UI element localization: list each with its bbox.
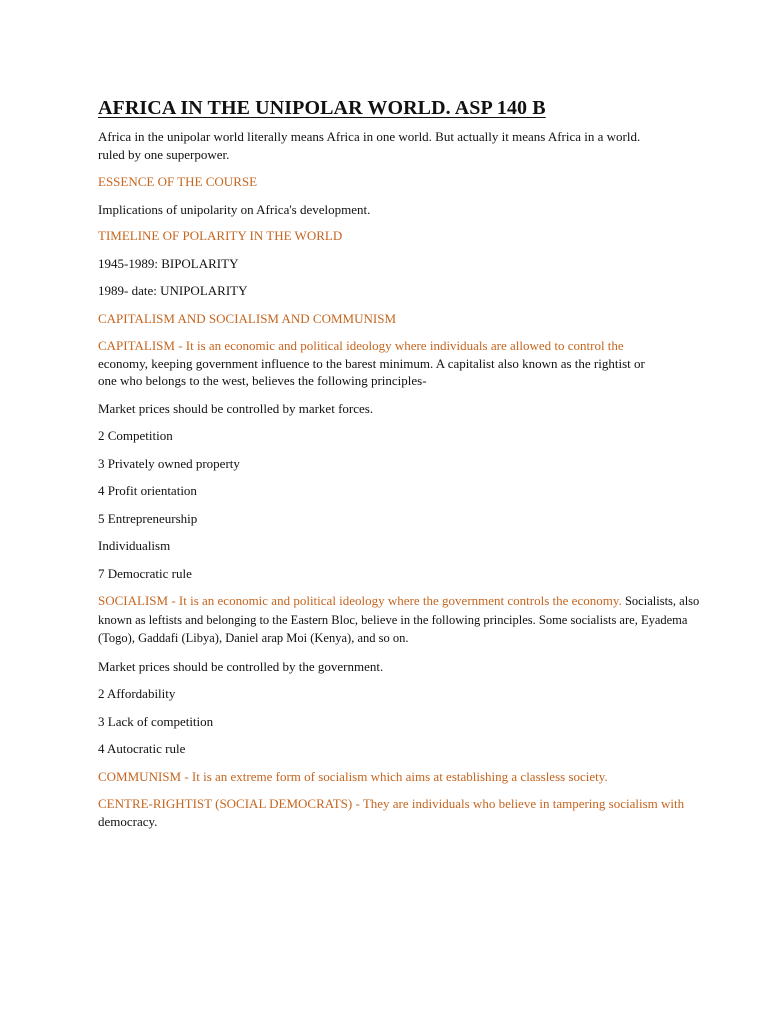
cap-principle-6: Individualism bbox=[98, 538, 171, 553]
capitalism-paragraph bbox=[98, 337, 664, 390]
capitalism-rest: economy, keeping government influence to the barest minimum. A capitalist also known as the rightist or one who belongs to the west, believes the following principles- bbox=[98, 355, 645, 388]
cap-principle-3: 3 Privately owned property bbox=[98, 455, 240, 471]
cap-principle-2: 2 Competition bbox=[98, 428, 173, 443]
soc-principle-4: 4 Autocratic rule bbox=[98, 741, 186, 756]
socialism-rest: Socialists, also known as leftists and belonging to the Eastern Bloc, believe in the following principles. Some socialists are, Eyadema (Togo), Gaddafi (Libya), Daniel arap Moi (Kenya), and so on. bbox=[98, 594, 700, 645]
communism-paragraph: COMMUNISM - It is an extreme form of socialism which aims at establishing a classless society. bbox=[98, 768, 608, 784]
cs-heading: CAPITALISM AND SOCIALISM AND COMMUNISM bbox=[98, 310, 396, 326]
centre-rightist-paragraph bbox=[98, 795, 710, 830]
socialism-paragraph bbox=[98, 592, 710, 648]
cap-principle-4: 4 Profit orientation bbox=[98, 483, 197, 498]
socialism-lead: SOCIALISM - It is an economic and political ideology where the government controls the economy. bbox=[98, 593, 622, 608]
soc-principle-3: 3 Lack of competition bbox=[98, 713, 214, 729]
centre-rightist-rest: democracy. bbox=[98, 813, 158, 829]
soc-principle-2: 2 Affordability bbox=[98, 686, 176, 701]
document-title: AFRICA IN THE UNIPOLAR WORLD. ASP 140 B bbox=[98, 97, 546, 119]
essence-heading: ESSENCE OF THE COURSE bbox=[98, 174, 258, 189]
cap-principle-1: Market prices should be controlled by market forces. bbox=[98, 400, 374, 416]
essence-text: Implications of unipolarity on Africa's development. bbox=[98, 201, 371, 217]
intro-paragraph: Africa in the unipolar world literally means Africa in one world. But actually it means Africa in a world. ruled by one superpower. bbox=[98, 129, 641, 162]
centre-rightist-lead: CENTRE-RIGHTIST (SOCIAL DEMOCRATS) - They are individuals who believe in tampering socialism with bbox=[98, 796, 685, 811]
cap-principle-5: 5 Entrepreneurship bbox=[98, 510, 198, 526]
timeline-item-1: 1945-1989: BIPOLARITY bbox=[98, 255, 239, 271]
cap-principle-7: 7 Democratic rule bbox=[98, 565, 192, 581]
timeline-item-2: 1989- date: UNIPOLARITY bbox=[98, 283, 248, 298]
capitalism-lead: CAPITALISM - It is an economic and political ideology where individuals are allowed to control the bbox=[98, 338, 624, 353]
soc-principle-1: Market prices should be controlled by the government. bbox=[98, 658, 384, 674]
timeline-heading: TIMELINE OF POLARITY IN THE WORLD bbox=[98, 228, 343, 243]
